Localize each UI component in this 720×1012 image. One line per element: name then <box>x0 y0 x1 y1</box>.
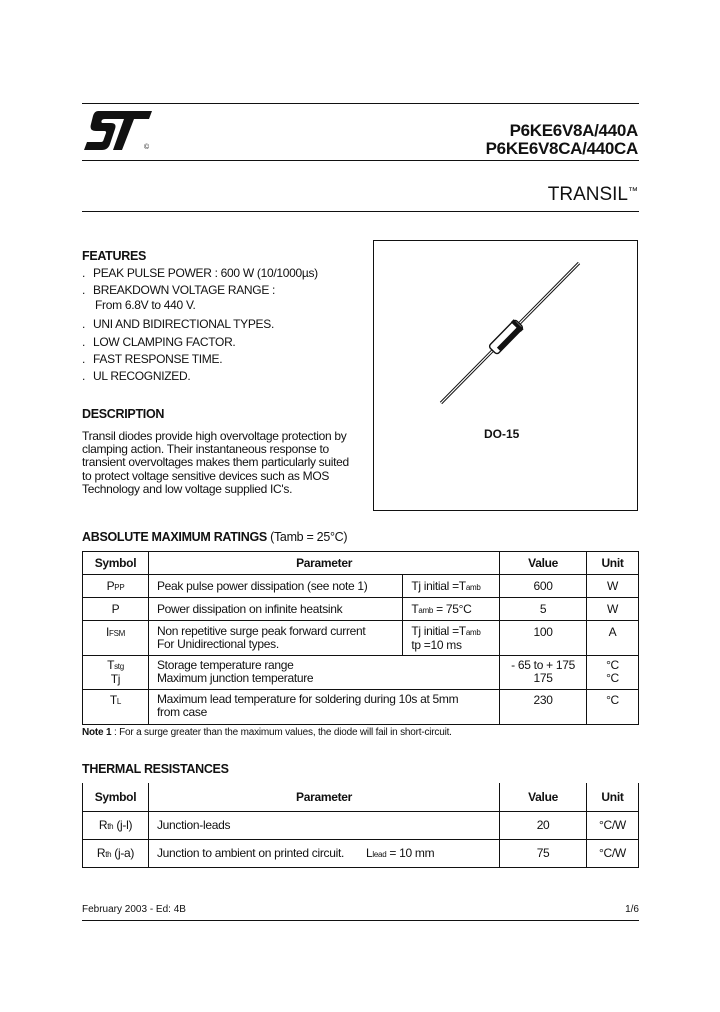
parameter-cell <box>148 690 499 725</box>
value-line-1: - 65 to + 175 <box>511 658 575 672</box>
registered-mark: © <box>144 144 150 151</box>
symbol-text: T <box>109 693 117 707</box>
symbol-cell <box>83 690 149 725</box>
note-label: Note 1 <box>82 727 112 738</box>
bullet-icon: . <box>82 351 86 366</box>
header-unit: Unit <box>587 552 639 575</box>
symbol-cell <box>83 839 149 867</box>
table-row <box>83 839 639 867</box>
symbol-text: I <box>105 625 109 639</box>
package-figure <box>373 240 638 511</box>
bullet-icon: . <box>82 334 86 349</box>
symbol-subscript: L <box>116 697 122 706</box>
table-row <box>83 811 639 839</box>
footer-rule <box>82 920 639 921</box>
condition-subscript: amb <box>465 583 481 592</box>
note-text: : For a surge greater than the maximum values, the diode will fail in short-circuit. <box>111 727 452 738</box>
unit-cell: A <box>587 621 639 656</box>
description-heading: DESCRIPTION <box>82 407 165 421</box>
abs-max-table <box>82 551 639 725</box>
symbol-cell <box>83 811 149 839</box>
symbol-subscript: FSM <box>109 629 125 638</box>
symbol-text: T <box>107 658 115 672</box>
abs-max-title: ABSOLUTE MAXIMUM RATINGS <box>82 530 267 544</box>
value-cell <box>500 656 587 690</box>
symbol-cell <box>83 575 149 598</box>
parameter-condition-tail: = 10 mm <box>386 846 435 860</box>
feature-text: FAST RESPONSE TIME. <box>93 351 223 366</box>
unit-cell <box>587 656 639 690</box>
feature-text: PEAK PULSE POWER : 600 W (10/1000µs) <box>93 266 318 280</box>
feature-subtext: From 6.8V to 440 V. <box>95 298 196 313</box>
bullet-icon: . <box>82 283 86 298</box>
feature-item <box>82 316 318 333</box>
table-header-row <box>83 783 639 811</box>
product-family-name: TRANSIL <box>547 184 628 205</box>
bullet-icon: . <box>82 266 86 280</box>
condition-cell <box>403 621 500 656</box>
table-header-row <box>83 552 639 575</box>
value-cell: 100 <box>500 621 587 656</box>
parameter-line-2: from case <box>156 705 207 719</box>
header-parameter: Parameter <box>148 552 499 575</box>
abs-max-heading <box>82 530 347 544</box>
feature-text: UNI AND BIDIRECTIONAL TYPES. <box>93 317 274 332</box>
parameter-line-1: Maximum lead temperature for soldering during 10s at 5mm <box>156 692 459 706</box>
condition-cell <box>403 598 500 621</box>
thermal-table <box>82 783 639 868</box>
symbol-line-2: Tj <box>110 672 121 686</box>
parameter-cell: Power dissipation on infinite heatsink <box>148 598 402 621</box>
table-row <box>83 656 639 690</box>
table-row <box>83 598 639 621</box>
value-cell: 600 <box>500 575 587 598</box>
table-row <box>83 575 639 598</box>
header-value: Value <box>500 552 587 575</box>
trademark-symbol: ™ <box>628 186 638 197</box>
header-parameter: Parameter <box>148 783 499 811</box>
value-line-2: 175 <box>533 671 553 685</box>
feature-text: BREAKDOWN VOLTAGE RANGE : <box>93 283 276 298</box>
features-heading: FEATURES <box>82 249 147 263</box>
page-number: 1/6 <box>625 904 639 915</box>
edition-text: February 2003 - Ed: 4B <box>82 904 186 915</box>
parameter-condition: L <box>366 846 373 860</box>
condition-line-2: tp =10 ms <box>411 638 462 652</box>
value-cell: 75 <box>500 839 587 867</box>
st-logo <box>84 110 154 154</box>
symbol-subscript: PP <box>114 583 125 592</box>
package-label: DO-15 <box>484 427 520 441</box>
parameter-text: Junction to ambient on printed circuit. <box>156 846 345 860</box>
parameter-line-2: Maximum junction temperature <box>156 671 314 685</box>
description-text: Transil diodes provide high overvoltage protection by clamping action. Their instantaneous response to transient overvoltages makes them particularly suited to protect voltage sensitive devices such as MOS Technology and low voltage supplied IC's. <box>82 429 349 496</box>
parameter-line-1: Storage temperature range <box>156 658 294 672</box>
features-list <box>82 265 318 385</box>
part-number-unidirectional: P6KE6V8A/440A <box>509 121 638 140</box>
parameter-cell: Peak pulse power dissipation (see note 1) <box>148 575 402 598</box>
condition-cell <box>403 575 500 598</box>
symbol-cell <box>83 621 149 656</box>
symbol-text: R <box>96 846 106 860</box>
symbol-tail: (j-l) <box>113 818 133 832</box>
table-row <box>83 621 639 656</box>
condition-text: Tj initial =T <box>411 579 466 593</box>
value-cell: 5 <box>500 598 587 621</box>
feature-item <box>82 351 318 368</box>
symbol-subscript: stg <box>114 662 124 671</box>
condition-subscript: amb <box>418 606 434 615</box>
symbol-cell: P <box>83 598 149 621</box>
symbol-text: R <box>98 818 108 832</box>
part-number-bidirectional: P6KE6V8CA/440CA <box>485 139 638 158</box>
parameter-line-1: Non repetitive surge peak forward current <box>156 624 366 638</box>
abs-max-condition: (Tamb = 25°C) <box>270 530 348 544</box>
parameter-line-2: For Unidirectional types. <box>156 637 279 651</box>
unit-cell: °C <box>587 690 639 725</box>
axial-diode-icon <box>374 241 639 512</box>
unit-line-1: °C <box>606 658 619 672</box>
parameter-cell <box>148 839 499 867</box>
thermal-heading: THERMAL RESISTANCES <box>82 762 229 776</box>
header-unit: Unit <box>587 783 639 811</box>
header-symbol: Symbol <box>83 783 149 811</box>
parameter-cell <box>148 621 402 656</box>
unit-cell: °C/W <box>587 811 639 839</box>
unit-line-2: °C <box>606 671 619 685</box>
condition-text: T <box>411 602 419 616</box>
symbol-subscript: th <box>107 822 114 831</box>
value-cell: 230 <box>500 690 587 725</box>
table-row <box>83 690 639 725</box>
unit-cell: °C/W <box>587 839 639 867</box>
parameter-cell <box>148 656 499 690</box>
symbol-tail: (j-a) <box>111 846 135 860</box>
condition-tail: = 75°C <box>433 602 472 616</box>
header-symbol: Symbol <box>83 552 149 575</box>
feature-text: LOW CLAMPING FACTOR. <box>93 334 236 349</box>
header-mid-rule <box>82 160 639 161</box>
value-cell: 20 <box>500 811 587 839</box>
header-top-rule <box>82 103 639 104</box>
condition-subscript: amb <box>465 628 481 637</box>
page-footer <box>82 904 639 915</box>
feature-item <box>82 368 318 385</box>
product-family-title <box>548 184 638 206</box>
parameter-condition-subscript: lead <box>372 850 387 859</box>
unit-cell: W <box>587 598 639 621</box>
bullet-icon: . <box>82 317 86 332</box>
feature-item <box>82 334 318 351</box>
feature-item <box>82 265 318 282</box>
parameter-cell: Junction-leads <box>148 811 499 839</box>
feature-text: UL RECOGNIZED. <box>93 369 191 384</box>
unit-cell: W <box>587 575 639 598</box>
symbol-text: P <box>106 579 115 593</box>
header-bottom-rule <box>82 211 639 212</box>
symbol-subscript: th <box>105 850 112 859</box>
condition-text: Tj initial =T <box>411 624 466 638</box>
bullet-icon: . <box>82 369 86 384</box>
feature-item <box>82 282 318 312</box>
header-value: Value <box>500 783 587 811</box>
symbol-cell <box>83 656 149 690</box>
note-1 <box>82 727 452 738</box>
